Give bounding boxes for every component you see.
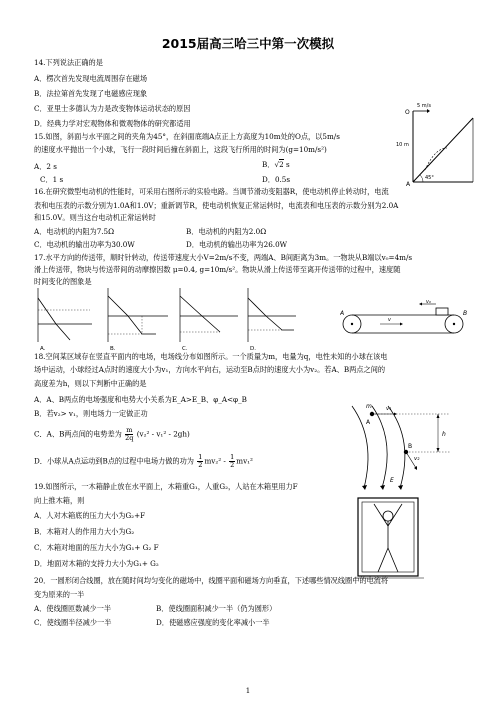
q15-option-d: D．0.5s bbox=[262, 175, 291, 184]
sqrt-icon: √ bbox=[274, 160, 280, 169]
q15-height-label: 10 m bbox=[396, 142, 409, 148]
q18-label-a: A bbox=[366, 419, 371, 426]
q18-option-d: D．小球从A点运动到B点的过程中电场力做的功为 $\frac{1}{2}$ mv₂² - $\frac{1}{2}$ mv₁² bbox=[34, 453, 253, 469]
q14-stem: 14.下列说法正确的是 bbox=[34, 58, 103, 67]
q17-graph-c bbox=[180, 288, 238, 352]
q15-point-o: O bbox=[405, 109, 410, 116]
q18-option-c: C．A、B两点间的电势差为 $\frac{m}{2q}$ (v₂² - v₁² - 2gh) bbox=[34, 426, 190, 442]
q16-line2: 表和电压表的示数分别为1.0A和1.0V；重新调节R，使电动机恢复正常运转时，电流表和电压表的示数分别为2.0A bbox=[34, 201, 399, 210]
q15-point-a: A bbox=[406, 181, 411, 188]
q15-angle-label: 45° bbox=[425, 175, 434, 181]
q18-option-a: A．A、B两点的电场强度和电势大小关系为E_A>E_B、φ_A<φ_B bbox=[34, 395, 247, 404]
q19-figure bbox=[354, 494, 426, 582]
q16-option-a: A．电动机的内阻为7.5Ω bbox=[34, 227, 115, 236]
q19-line2: 向上推木箱，则 bbox=[34, 496, 85, 505]
q18-label-h: h bbox=[442, 431, 446, 438]
q20-line2: 变为原来的一半 bbox=[34, 590, 85, 599]
q15-line1: 15.如图，斜面与水平面之间的夹角为45°，在斜面底端A点正上方高度为10m处的O点，以5m/s bbox=[34, 132, 340, 141]
q15-option-c: C．1 s bbox=[40, 175, 64, 184]
q18-option-b: B．若v₂> v₁，则电场力一定做正功 bbox=[34, 409, 148, 418]
page-number: 1 bbox=[245, 687, 251, 695]
q18-label-v1: v₁ bbox=[386, 406, 392, 412]
q18-label-v2: v₂ bbox=[414, 456, 420, 462]
q19-line1: 19.如图所示，一木箱静止放在水平面上，木箱重G₁，人重G₂，人站在木箱里用力F bbox=[34, 482, 298, 491]
q17-belt-point-a: A bbox=[340, 310, 345, 317]
q14-option-b: B．法拉第首先发现了电磁感应现象 bbox=[34, 89, 148, 98]
q20-option-b: B．使线圈面积减少一半（仍为圆形） bbox=[156, 604, 277, 613]
q18-line2: 场中运动，小球经过A点时的速度大小为v₁，方向水平向右，运动至B点时的速度大小为v₂。若A、B两点之间的 bbox=[34, 365, 386, 374]
q17-line1: 17.水平方向的传送带，顺时针转动，传送带速度大小V=2m/s不变，两端A、B间距离为3m。一物块从B端以v₀=4m/s bbox=[34, 253, 413, 262]
q17-graphs bbox=[30, 286, 300, 352]
q18-label-m: m bbox=[366, 403, 372, 410]
q18-figure bbox=[350, 400, 460, 495]
q17-line3: 时间变化的图象是 bbox=[34, 277, 92, 286]
q17-graph-a bbox=[38, 288, 92, 352]
q17-line2: 滑上传送带，物块与传送带间的动摩擦因数 μ=0.4, g=10m/s²。物块从滑上传送带至离开传送带的过程中，速度随 bbox=[34, 265, 401, 274]
q20-option-c: C．使线圈半径减少一半 bbox=[34, 618, 112, 627]
q16-line3: 和15.0V。则当这台电动机正常运转时 bbox=[34, 213, 156, 222]
q17-belt-point-b: B bbox=[463, 310, 468, 317]
q17-graph-d-label: D. bbox=[250, 346, 256, 352]
q17-graph-b bbox=[108, 288, 168, 352]
q17-belt-v: v bbox=[388, 317, 391, 323]
q19-option-b: B．木箱对人的作用力大小为G₂ bbox=[34, 527, 135, 536]
q20-option-d: D．使磁感应强度的变化率减小一半 bbox=[156, 618, 270, 627]
q17-belt-v0: v₀ bbox=[426, 300, 431, 305]
q15-figure bbox=[395, 96, 475, 188]
q17-graph-a-label: A. bbox=[40, 346, 46, 352]
q14-option-a: A．楞次首先发现电流周围存在磁场 bbox=[34, 74, 148, 83]
q18-label-b: B bbox=[408, 443, 413, 450]
q20-option-a: A．使线圈匝数减少一半 bbox=[34, 604, 112, 613]
q16-option-c: C．电动机的输出功率为30.0W bbox=[34, 240, 135, 249]
q19-option-a: A．人对木箱底的压力大小为G₂+F bbox=[34, 511, 146, 520]
q17-graph-c-label: C. bbox=[182, 346, 188, 352]
q17-graph-b-label: B. bbox=[110, 346, 116, 352]
q15-option-a: A．2 s bbox=[34, 162, 57, 171]
q18-label-e: E bbox=[390, 477, 394, 484]
q19-option-c: C．木箱对地面的压力大小为G₁+ G₂ F bbox=[34, 543, 159, 552]
q14-option-c: C．亚里士多德认为力是改变物体运动状态的原因 bbox=[34, 104, 191, 113]
q20-line1: 20．一圆形闭合线圈，放在随时间均匀变化的磁场中，线圈平面和磁场方向垂直，下述哪些情况线圈中的电流将 bbox=[34, 576, 389, 585]
q16-option-b: B．电动机的内阻为2.0Ω bbox=[186, 227, 267, 236]
exam-title: 2015届高三哈三中第一次模拟 bbox=[161, 36, 335, 51]
q19-option-d: D．地面对木箱的支持力大小为G₁+ G₂ bbox=[34, 559, 159, 568]
q17-graph-d bbox=[248, 288, 296, 352]
q15-option-b: B．√2 s bbox=[262, 160, 290, 169]
q16-line1: 16.在研究微型电动机的性能时，可采用右图所示的实验电路。当调节滑动变阻器R，使电动机停止转动时，电流 bbox=[34, 187, 389, 196]
q16-option-d: D．电动机的输出功率为26.0W bbox=[186, 240, 288, 249]
q15-speed-label: 5 m/s bbox=[417, 103, 431, 109]
q18-line1: 18.空间某区域存在竖直平面内的电场，电场线分布如图所示。一个质量为m，电量为q，电性未知的小球在该电 bbox=[34, 352, 388, 361]
q18-line3: 高度差为h，则以下判断中正确的是 bbox=[34, 379, 147, 388]
q14-option-d: D．经典力学对宏观物体和微观物体的研究都适用 bbox=[34, 119, 191, 128]
q17-belt-figure bbox=[340, 300, 470, 344]
q15-line2: 的速度水平抛出一个小球，飞行一段时间后撞在斜面上，这段飞行所用的时间为(g=10m/s²) bbox=[34, 145, 327, 154]
